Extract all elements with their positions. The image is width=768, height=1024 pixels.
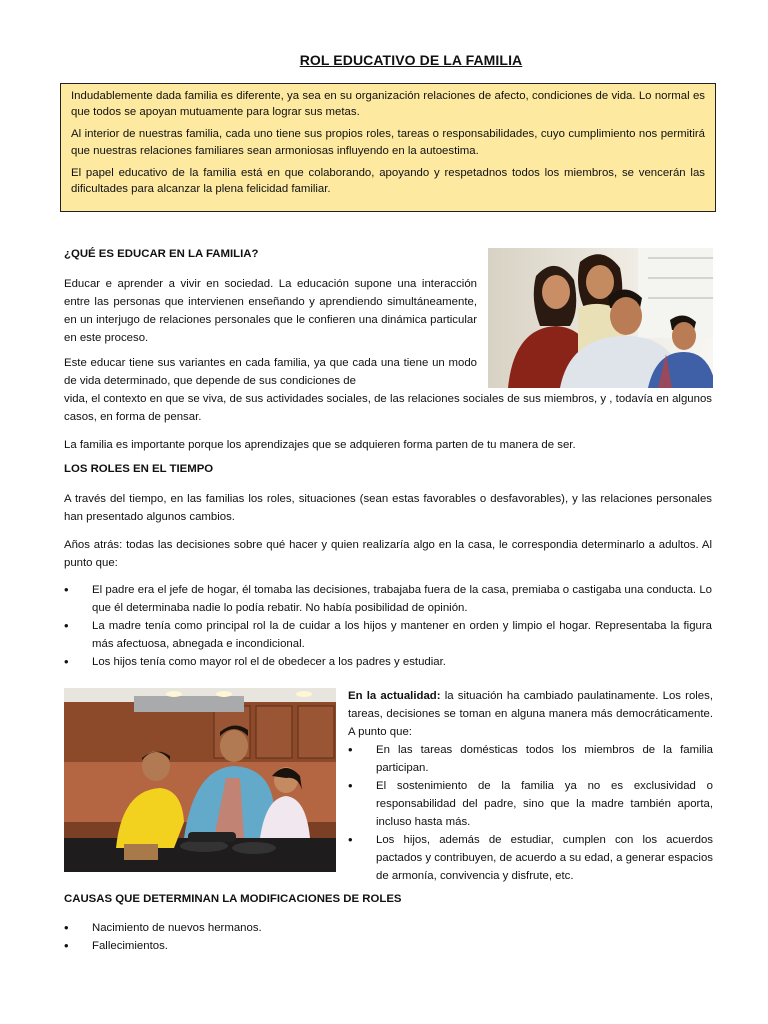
intro-box [60,83,716,212]
list-item: • Fallecimientos. [64,937,712,955]
paragraph-educar-2b: vida, el contexto en que se viva, de sus actividades sociales, de las relaciones sociales de sus miembros, y , todavía en algunos casos, en forma de pensar. [64,393,712,423]
list-item: • El sostenimiento de la familia ya no es exclusividad o responsabilidad del padre, sino que la madre también aporta, incluso hasta más. [348,777,713,831]
actualidad-label: En la actualidad: [348,690,441,702]
intro-paragraph-1: Indudablemente dada familia es diferente, ya sea en su organización relaciones de afecto, condiciones de vida. Lo normal es que todos se apoyan mutuamente para lograr sus metas. [71,90,705,119]
list-item: • El padre era el jefe de hogar, él tomaba las decisiones, trabajaba fuera de la casa, premiaba o castigaba una conducta. Lo que él determinaba nadie lo podía rebatir. No había posibilidad de opinión. [64,581,712,617]
intro-paragraph-2: Al interior de nuestras familia, cada uno tiene sus propios roles, tareas o responsabilidades, cuyo cumplimiento nos permitirá que nuestras relaciones familiares sean armoniosas influyendo en la autoestima. [71,128,705,157]
bullets-actualidad [348,741,713,885]
kitchen-photo [64,688,336,872]
list-item: • Los hijos tenía como mayor rol el de obedecer a los padres y estudiar. [64,653,712,671]
bullets-causas [64,919,712,955]
paragraph-anos-atras [64,536,712,572]
paragraph-educar-3: La familia es importante porque los aprendizajes que se adquieren forma parten de tu manera de ser. [64,439,576,451]
family-photo [488,248,713,388]
actualidad-text: la situación ha cambiado paulatinamente. Los roles, tareas, decisiones se toman en alguna manera más democráticamente. A punto que: [348,690,714,738]
document-title: ROL EDUCATIVO DE LA FAMILIA [299,52,523,68]
section-heading-roles-tiempo: LOS ROLES EN EL TIEMPO [64,463,214,475]
list-item: • Los hijos, además de estudiar, cumplen con los acuerdos pactados y contribuyen, de acuerdo a su edad, a generar espacios de armonía, convivencia y disfrute, etc. [348,831,713,885]
paragraph-actualidad [348,687,713,741]
list-item: • Nacimiento de nuevos hermanos. [64,919,712,937]
list-item: • La madre tenía como principal rol la de cuidar a los hijos y mantener en orden y limpio el hogar. Representaba la figura más afectuosa, abnegada e incondicional. [64,617,712,653]
section-heading-educar: ¿QUÉ ES EDUCAR EN LA FAMILIA? [64,248,259,260]
anos-atras-label: Años atrás: [64,539,123,551]
intro-paragraph-3: El papel educativo de la familia está en que colaborando, apoyando y respetadnos todos los miembros, se vencerán las dificultades para alcanzar la plena felicidad familiar. [71,166,705,196]
section-heading-causas: CAUSAS QUE DETERMINAN LA MODIFICACIONES DE ROLES [64,893,402,905]
paragraph-educar-2a: Este educar tiene sus variantes en cada familia, ya que cada una tiene un modo de vida determinado, que depende de sus condiciones de [64,357,477,387]
paragraph-educar-1: Educar e aprender a vivir en sociedad. La educación supone una interacción entre las personas que intervienen enseñando y aprendiendo simultáneamente, en un interjugo de relaciones personales que le confieren una dinámica particular en este proceso. [64,278,477,344]
paragraph-roles-1: A través del tiempo, en las familias los roles, situaciones (sean estas favorables o desfavorables), y las relaciones personales han presentado algunos cambios. [64,493,712,523]
anos-atras-text: todas las decisiones sobre qué hacer y quien realizaría algo en la casa, le correspondia determinarlo a adultos. Al punto que: [64,539,712,569]
list-item: • En las tareas domésticas todos los miembros de la familia participan. [348,741,713,777]
bullets-anos-atras [64,581,712,671]
